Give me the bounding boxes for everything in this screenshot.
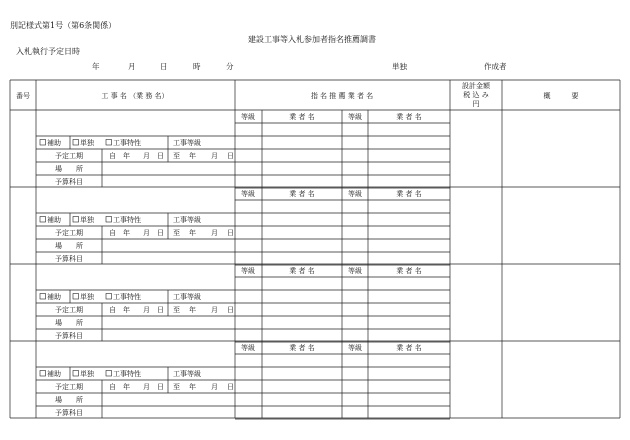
location-label-2: 場 所	[55, 242, 83, 250]
single-label: 単独	[392, 62, 407, 71]
planned-period-label-1: 予定工期	[55, 152, 83, 160]
period-from-4-1: 年	[123, 383, 130, 391]
period-to-2-0: 至	[173, 229, 180, 237]
single-checkbox-2[interactable]	[73, 217, 79, 223]
work-characteristic-checkbox-1[interactable]	[106, 140, 112, 146]
subsidy-checkbox-2[interactable]	[40, 217, 46, 223]
header-design-amount: 設計金額	[462, 82, 490, 90]
subsidy-label-1: 補助	[47, 139, 61, 147]
subsidy-checkbox-4[interactable]	[40, 371, 46, 377]
subsidy-label-3: 補助	[47, 293, 61, 301]
work-characteristic-label-4: 工事特性	[113, 370, 141, 378]
period-from-1-1: 年	[123, 152, 130, 160]
period-to-2-2: 月	[211, 229, 218, 237]
location-label-3: 場 所	[55, 319, 83, 327]
period-to-4-2: 月	[211, 383, 218, 391]
subsidy-label-4: 補助	[47, 370, 61, 378]
work-characteristic-checkbox-2[interactable]	[106, 217, 112, 223]
period-from-3-2: 月	[143, 306, 150, 314]
period-from-1-2: 月	[143, 152, 150, 160]
period-from-4-2: 月	[143, 383, 150, 391]
company-name-header-3: 業 者 名	[289, 267, 315, 275]
header-tax-included: 税 込 み	[463, 91, 489, 99]
date-unit-hour: 時	[193, 62, 201, 71]
single-checkbox-3[interactable]	[73, 294, 79, 300]
period-from-4-0: 自	[109, 383, 116, 391]
budget-item-label-4: 予算科目	[55, 409, 83, 417]
period-to-1-0: 至	[173, 152, 180, 160]
work-characteristic-label-2: 工事特性	[113, 216, 141, 224]
period-to-2-3: 日	[227, 229, 234, 237]
work-characteristic-label-1: 工事特性	[113, 139, 141, 147]
grade-header-2-4: 等級	[348, 344, 362, 352]
single-label-1: 単独	[80, 139, 94, 147]
work-grade-label-4: 工事等級	[173, 370, 201, 378]
planned-period-label-4: 予定工期	[55, 383, 83, 391]
period-to-1-2: 月	[211, 152, 218, 160]
period-to-3-3: 日	[227, 306, 234, 314]
subsidy-checkbox-3[interactable]	[40, 294, 46, 300]
form-number: 別記様式第1号（第6条関係）	[10, 21, 117, 30]
period-to-3-0: 至	[173, 306, 180, 314]
header-summary: 概 要	[543, 92, 579, 100]
header-number: 番号	[16, 92, 30, 100]
single-label-2: 単独	[80, 216, 94, 224]
bid-schedule-label: 入札執行予定日時	[16, 47, 80, 56]
author-label: 作成者	[484, 62, 507, 71]
period-from-2-1: 年	[123, 229, 130, 237]
period-from-2-2: 月	[143, 229, 150, 237]
subsidy-checkbox-1[interactable]	[40, 140, 46, 146]
company-name-header-2: 業 者 名	[289, 190, 315, 198]
period-from-2-0: 自	[109, 229, 116, 237]
period-to-3-2: 月	[211, 306, 218, 314]
subsidy-label-2: 補助	[47, 216, 61, 224]
budget-item-label-2: 予算科目	[55, 255, 83, 263]
period-from-4-3: 日	[157, 383, 164, 391]
grade-header-2-1: 等級	[348, 113, 362, 121]
period-from-1-0: 自	[109, 152, 116, 160]
grade-header-2-2: 等級	[348, 190, 362, 198]
date-unit-minute: 分	[226, 62, 234, 71]
work-grade-label-1: 工事等級	[173, 139, 201, 147]
period-to-2-1: 年	[189, 229, 196, 237]
planned-period-label-2: 予定工期	[55, 229, 83, 237]
period-from-1-3: 日	[157, 152, 164, 160]
grade-header-2-3: 等級	[348, 267, 362, 275]
company-name-header-2-3: 業 者 名	[396, 267, 422, 275]
period-from-2-3: 日	[157, 229, 164, 237]
grade-header-4: 等級	[241, 344, 255, 352]
period-to-4-3: 日	[227, 383, 234, 391]
period-to-4-0: 至	[173, 383, 180, 391]
date-unit-year: 年	[92, 62, 100, 71]
single-checkbox-1[interactable]	[73, 140, 79, 146]
document-title: 建設工事等入札参加者指名推薦調書	[248, 35, 376, 44]
period-from-3-3: 日	[157, 306, 164, 314]
work-characteristic-checkbox-4[interactable]	[106, 371, 112, 377]
company-name-header-4: 業 者 名	[289, 344, 315, 352]
work-grade-label-2: 工事等級	[173, 216, 201, 224]
period-from-3-1: 年	[123, 306, 130, 314]
grade-header-3: 等級	[241, 267, 255, 275]
header-yen: 円	[472, 100, 480, 108]
period-to-1-3: 日	[227, 152, 234, 160]
company-name-header-1: 業 者 名	[289, 113, 315, 121]
period-to-4-1: 年	[189, 383, 196, 391]
company-name-header-2-4: 業 者 名	[396, 344, 422, 352]
header-work-name: 工 事 名 （業 務 名）	[101, 92, 169, 100]
location-label-1: 場 所	[55, 165, 83, 173]
grade-header-1: 等級	[241, 113, 255, 121]
period-to-3-1: 年	[189, 306, 196, 314]
period-to-1-1: 年	[189, 152, 196, 160]
budget-item-label-3: 予算科目	[55, 332, 83, 340]
date-unit-month: 月	[128, 62, 136, 71]
work-characteristic-label-3: 工事特性	[113, 293, 141, 301]
grade-header-2: 等級	[241, 190, 255, 198]
work-grade-label-3: 工事等級	[173, 293, 201, 301]
period-from-3-0: 自	[109, 306, 116, 314]
company-name-header-2-1: 業 者 名	[396, 113, 422, 121]
planned-period-label-3: 予定工期	[55, 306, 83, 314]
date-unit-day: 日	[160, 62, 168, 71]
single-checkbox-4[interactable]	[73, 371, 79, 377]
header-nominee: 指 名 推 薦 業 者 名	[310, 92, 374, 100]
single-label-3: 単独	[80, 293, 94, 301]
location-label-4: 場 所	[55, 396, 83, 404]
budget-item-label-1: 予算科目	[55, 178, 83, 186]
company-name-header-2-2: 業 者 名	[396, 190, 422, 198]
work-characteristic-checkbox-3[interactable]	[106, 294, 112, 300]
single-label-4: 単独	[80, 370, 94, 378]
